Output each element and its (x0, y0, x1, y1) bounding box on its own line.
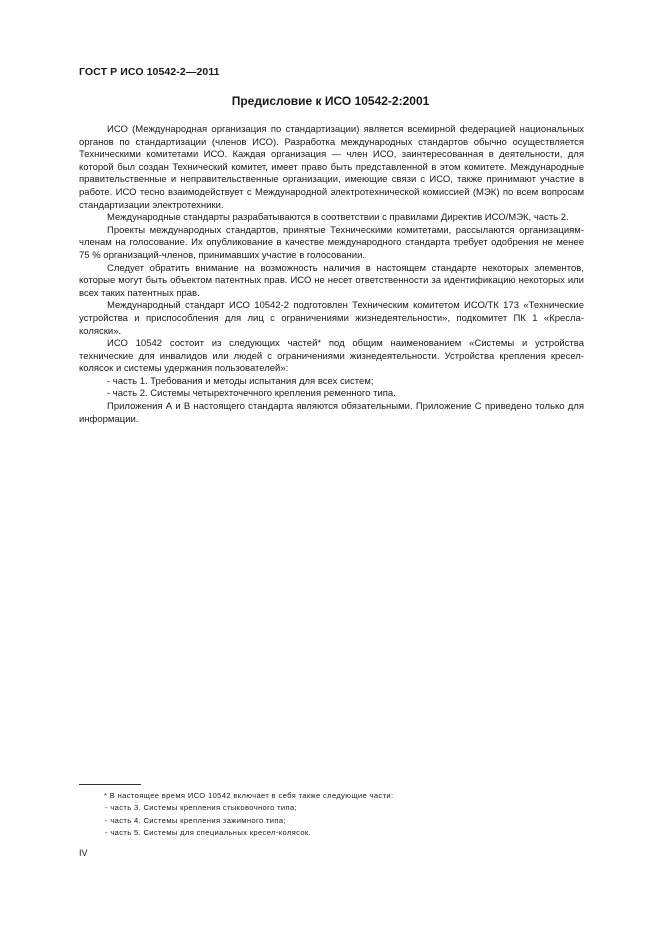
paragraph: Международные стандарты разрабатываются в соответствии с правилами Директив ИСО/МЭК, часть 2. (107, 212, 569, 224)
preface-title: Предисловие к ИСО 10542-2:2001 (231, 94, 430, 108)
list-item: - часть 2. Системы четырехточечного крепления ременного типа. (107, 388, 396, 400)
paragraph: Международный стандарт ИСО 10542-2 подготовлен Техническим комитетом ИСО/ТК 173 «Технические устройства и приспособления для лиц с ограничениями жизнедеятельности», подкомитет ПК 1 «Кресла-коляски». (79, 300, 584, 337)
page-number: IV (79, 848, 88, 858)
footnote-line: - часть 5. Системы для специальных кресел-колясок. (105, 828, 312, 838)
footnotes (105, 790, 585, 840)
footnote-line: - часть 4. Системы крепления зажимного типа; (105, 815, 286, 825)
footnote-line: * В настоящее время ИСО 10542 включает в себя также следующие части: (104, 791, 394, 800)
footnote-line: - часть 3. Системы крепления стыковочного типа; (105, 803, 298, 813)
paragraph: ИСО 10542 состоит из следующих частей* под общим наименованием «Системы и устройства технические для инвалидов или людей с ограничениями жизнедеятельности. Устройства крепления кресел-колясок и системы удержания пользователей»: (79, 338, 584, 375)
footnote-divider (79, 784, 141, 785)
paragraph: ИСО (Международная организация по стандартизации) является всемирной федерацией национальных органов по стандартизации (членов ИСО). Разработка международных стандартов обычно осуществляется Техническими комитетами ИСО. Каждая организация — член ИСО, заинтересованная в деятельности, для которой был создан Технический комитет, имеет право быть представленной в этом комитете. Международные правительственные и неправительственные организации, имеющие связи с ИСО, также принимают участие в работе. ИСО тесно взаимодействует с Международной электротехнической комиссией (МЭК) по всем вопросам стандартизации электротехники. (79, 124, 584, 211)
paragraph: Приложения А и В настоящего стандарта являются обязательными. Приложение С приведено только для информации. (79, 401, 584, 425)
paragraph: Проекты международных стандартов, принятые Техническими комитетами, рассылаются организациям-членам на голосование. Их опубликование в качестве международного стандарта требует одобрения не менее 75 % организаций-членов, принимавших участие в голосовании. (79, 224, 584, 261)
preface-body (79, 124, 584, 426)
list-item: - часть 1. Требования и методы испытания для всех систем; (107, 375, 374, 387)
document-code-header: ГОСТ Р ИСО 10542-2—2011 (79, 66, 220, 78)
paragraph: Следует обратить внимание на возможность наличия в настоящем стандарте некоторых элементов, которые могут быть объектом патентных прав. ИСО не несет ответственности за идентификацию некоторых или всех таких патентных прав. (79, 262, 584, 299)
